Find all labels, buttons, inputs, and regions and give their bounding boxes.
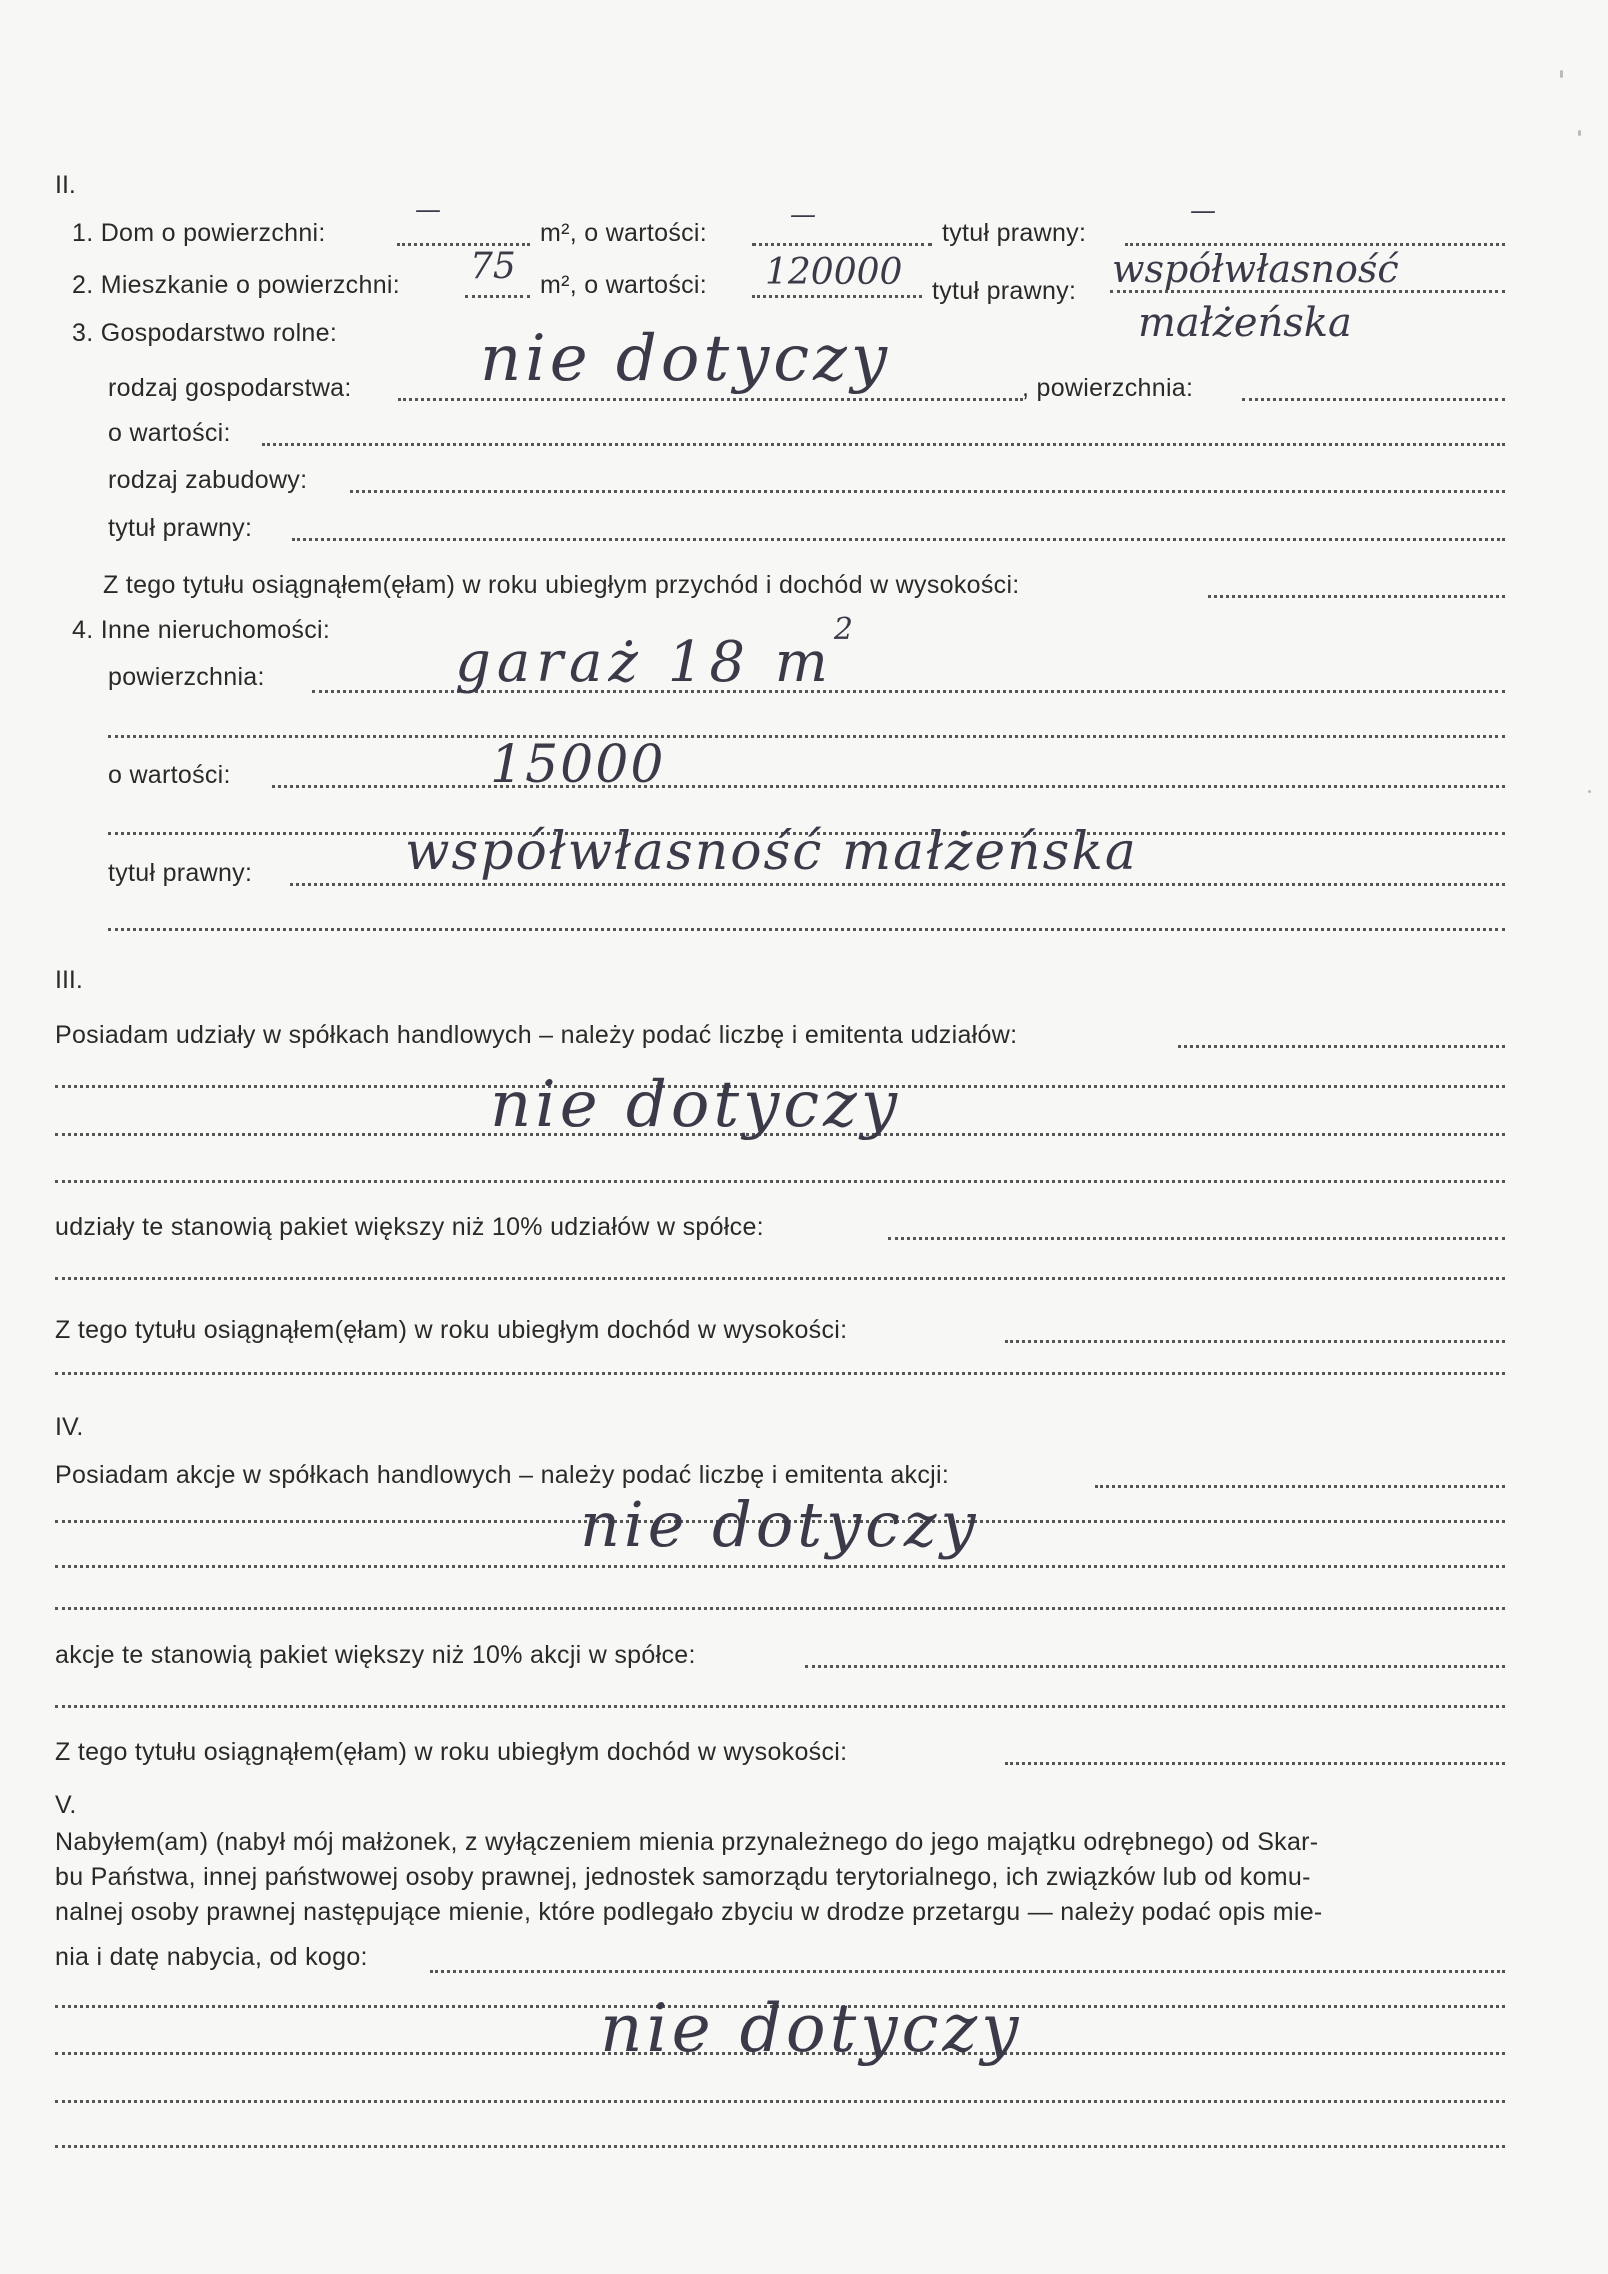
farm-area-label: , powierzchnia: xyxy=(1022,374,1194,402)
acquisition-text-line1: Nabyłem(am) (nabył mój małżonek, z wyłączeniem mienia przynależnego do jego majątku odrębnego) od Skar- xyxy=(55,1828,1319,1856)
acquisition-handwriting: nie dotyczy xyxy=(600,1990,1023,2067)
house-area-label: 1. Dom o powierzchni: xyxy=(72,219,326,247)
shares-income-field-line2 xyxy=(55,1372,1505,1375)
section-v-heading: V. xyxy=(55,1791,77,1819)
flat-title-handwriting-line2: małżeńska xyxy=(1138,300,1352,346)
farm-title-label: tytuł prawny: xyxy=(108,514,253,542)
shares-field xyxy=(1178,1045,1505,1048)
flat-title-handwriting-line1: współwłasność xyxy=(1112,247,1399,291)
stock-field xyxy=(1095,1485,1505,1488)
flat-value-handwriting: 120000 xyxy=(765,252,903,293)
scan-speck xyxy=(1578,130,1581,136)
flat-area-label: 2. Mieszkanie o powierzchni: xyxy=(72,271,400,299)
farm-type-label: rodzaj gospodarstwa: xyxy=(108,374,352,402)
stock-field-line4 xyxy=(55,1607,1505,1610)
farm-handwriting: nie dotyczy xyxy=(480,322,891,396)
shares-income-label: Z tego tytułu osiągnąłem(ęłam) w roku ubiegłym dochód w wysokości: xyxy=(55,1316,848,1344)
scan-speck xyxy=(1560,70,1563,78)
stock-income-label: Z tego tytułu osiągnąłem(ęłam) w roku ubiegłym dochód w wysokości: xyxy=(55,1738,848,1766)
acquisition-text-line3: nalnej osoby prawnej następujące mienie, które podlegało zbyciu w drodze przetargu — należy podać opis mie- xyxy=(55,1898,1323,1926)
other-title-handwriting: współwłasność małżeńska xyxy=(405,822,1138,882)
farm-value-field xyxy=(262,443,1505,446)
stock-package-field-line2 xyxy=(55,1705,1505,1708)
shares-package-field xyxy=(888,1237,1505,1240)
other-area-handwriting: garaż 18 $m^2$ xyxy=(455,612,859,695)
house-unit-label: m², o wartości: xyxy=(540,219,708,247)
flat-title-label: tytuł prawny: xyxy=(932,277,1077,305)
other-area-label: powierzchnia: xyxy=(108,663,265,691)
farm-income-field xyxy=(1208,595,1505,598)
flat-area-handwriting: 75 xyxy=(470,246,516,287)
flat-unit-label: m², o wartości: xyxy=(540,271,708,299)
section-iv-heading: IV. xyxy=(55,1413,84,1441)
stock-package-field xyxy=(805,1665,1505,1668)
flat-area-field xyxy=(465,295,530,298)
other-title-field-continuation xyxy=(108,928,1505,931)
acquisition-field xyxy=(430,1970,1505,1973)
stock-handwriting: nie dotyczy xyxy=(580,1488,980,1561)
shares-package-field-line2 xyxy=(55,1277,1505,1280)
house-value-field xyxy=(752,243,932,246)
shares-label: Posiadam udziały w spółkach handlowych – należy podać liczbę i emitenta udziałów: xyxy=(55,1021,1018,1049)
other-area-superscript: 2 xyxy=(833,612,859,648)
house-value-handwriting: — xyxy=(790,200,816,230)
stock-label: Posiadam akcje w spółkach handlowych – należy podać liczbę i emitenta akcji: xyxy=(55,1461,950,1489)
stock-package-label: akcje te stanowią pakiet większy niż 10% akcji w spółce: xyxy=(55,1641,696,1669)
farm-value-label: o wartości: xyxy=(108,419,231,447)
other-value-label: o wartości: xyxy=(108,761,231,789)
farm-buildings-label: rodzaj zabudowy: xyxy=(108,466,308,494)
farm-title-field xyxy=(292,538,1505,541)
other-value-handwriting: 15000 xyxy=(490,735,666,795)
stock-income-field xyxy=(1005,1762,1505,1765)
flat-value-field xyxy=(752,295,922,298)
shares-handwriting: nie dotyczy xyxy=(490,1068,901,1142)
section-ii-heading: II. xyxy=(55,171,76,199)
shares-income-field xyxy=(1005,1340,1505,1343)
farm-label: 3. Gospodarstwo rolne: xyxy=(72,319,338,347)
other-area-field-continuation xyxy=(108,735,1505,738)
shares-field-line4 xyxy=(55,1180,1505,1183)
other-property-label: 4. Inne nieruchomości: xyxy=(72,616,331,644)
acquisition-field-line5 xyxy=(55,2145,1505,2148)
house-area-handwriting: — xyxy=(415,195,441,225)
farm-area-field xyxy=(1242,398,1505,401)
farm-income-label: Z tego tytułu osiągnąłem(ęłam) w roku ubiegłym przychód i dochód w wysokości: xyxy=(103,571,1020,599)
shares-package-label: udziały te stanowią pakiet większy niż 10% udziałów w spółce: xyxy=(55,1213,764,1241)
house-title-label: tytuł prawny: xyxy=(942,219,1087,247)
acquisition-text-line2: bu Państwa, innej państwowej osoby prawnej, jednostek samorządu terytorialnego, ich związków lub od komu- xyxy=(55,1863,1311,1891)
section-iii-heading: III. xyxy=(55,966,83,994)
stock-field-line3 xyxy=(55,1565,1505,1568)
farm-type-field xyxy=(398,398,1023,401)
acquisition-text-line4: nia i datę nabycia, od kogo: xyxy=(55,1943,368,1971)
other-value-field xyxy=(272,785,1505,788)
house-title-handwriting: — xyxy=(1190,196,1216,226)
farm-buildings-field xyxy=(350,490,1505,493)
acquisition-field-line4 xyxy=(55,2100,1505,2103)
other-title-field xyxy=(290,883,1505,886)
other-title-label: tytuł prawny: xyxy=(108,859,253,887)
scan-speck xyxy=(1588,790,1591,793)
house-title-field xyxy=(1125,243,1505,246)
